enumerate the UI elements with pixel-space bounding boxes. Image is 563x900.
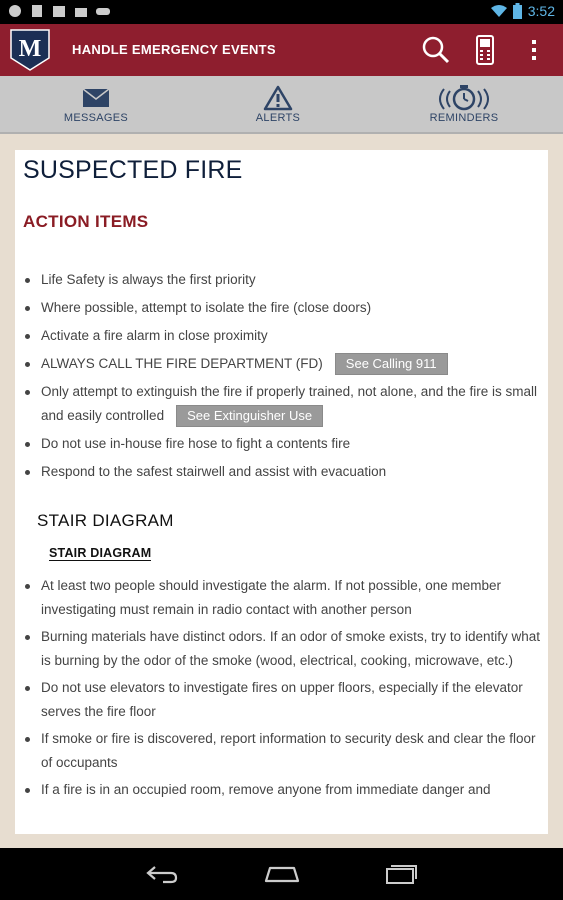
phone-button[interactable] (467, 32, 503, 68)
gamepad-notification-icon (96, 4, 110, 18)
list-item (23, 432, 541, 456)
list-item: If a fire is in an occupied room, remove anyone from immediate danger and (23, 778, 543, 802)
app-logo[interactable] (9, 28, 51, 72)
see-extinguisher-use-button[interactable]: See Extinguisher Use (176, 405, 323, 427)
wifi-icon (491, 4, 507, 18)
alarm-clock-icon (430, 85, 498, 111)
list-item (23, 460, 541, 484)
warning-icon (263, 85, 293, 111)
list-item: Burning materials have distinct odors. If an odor of smoke exists, try to identify what is burning by the odor of the smoke (wood, electrical, cooking, microwave, etc.) (23, 625, 543, 673)
back-button[interactable] (142, 858, 182, 890)
list-item-text: Do not use in-house fire hose to fight a contents fire (41, 436, 351, 451)
list-item (23, 268, 541, 292)
app-bar (0, 24, 563, 76)
recent-apps-icon (385, 863, 419, 885)
stair-diagram-link[interactable]: STAIR DIAGRAM (49, 546, 152, 560)
content-card (15, 150, 548, 834)
status-bar (0, 0, 563, 24)
app-title: HANDLE EMERGENCY EVENTS (72, 42, 276, 57)
list-item-text: ALWAYS CALL THE FIRE DEPARTMENT (FD) (41, 356, 323, 371)
battery-icon (513, 3, 522, 19)
notification-icons (8, 4, 110, 18)
list-item-text: Only attempt to extinguish the fire if properly trained, not alone, and the fire is small and easily controlled (41, 384, 538, 423)
system-nav-bar (0, 848, 563, 900)
document-notification-icon (30, 4, 44, 18)
calendar-notification-icon (52, 4, 66, 18)
logo-letter: M (18, 36, 42, 62)
list-item (23, 352, 541, 376)
list-item-text: Life Safety is always the first priority (41, 272, 256, 287)
phone-icon (475, 35, 495, 65)
see-calling-911-button[interactable]: See Calling 911 (335, 353, 448, 375)
list-item (23, 324, 541, 348)
tab-messages-label: MESSAGES (63, 112, 129, 124)
list-item: Do not use elevators to investigate fires on upper floors, especially if the elevator serves the fire floor (23, 676, 543, 724)
home-icon (264, 865, 300, 883)
back-arrow-icon (145, 864, 179, 884)
page-title: SUSPECTED FIRE (23, 156, 243, 184)
investigation-list (23, 574, 543, 805)
tab-alerts[interactable] (218, 76, 338, 132)
home-button[interactable] (262, 858, 302, 890)
envelope-icon (82, 88, 110, 108)
list-item: At least two people should investigate the alarm. If not possible, one member investigating must remain in radio contact with another person (23, 574, 543, 622)
tab-reminders[interactable] (404, 76, 524, 132)
list-item-text: Respond to the safest stairwell and assist with evacuation (41, 464, 387, 479)
list-item: If smoke or fire is discovered, report information to security desk and clear the floor of occupants (23, 727, 543, 775)
tab-bar (0, 76, 563, 134)
chat-notification-icon (8, 4, 22, 18)
action-items-heading: ACTION ITEMS (23, 212, 149, 231)
list-item (23, 380, 541, 428)
list-item (23, 296, 541, 320)
search-icon (421, 35, 451, 65)
tab-messages[interactable] (36, 76, 156, 132)
tab-alerts-label: ALERTS (255, 112, 301, 124)
overflow-menu-button[interactable] (516, 32, 552, 68)
more-vertical-icon (531, 39, 537, 61)
recent-apps-button[interactable] (382, 858, 422, 890)
bag-notification-icon (74, 4, 88, 18)
clock: 3:52 (527, 3, 555, 19)
search-button[interactable] (418, 32, 454, 68)
action-items-list (23, 268, 541, 488)
list-item-text: Where possible, attempt to isolate the fire (close doors) (41, 300, 372, 315)
stair-diagram-heading: STAIR DIAGRAM (37, 511, 174, 530)
tab-reminders-label: REMINDERS (429, 112, 499, 124)
list-item-text: Activate a fire alarm in close proximity (41, 328, 268, 343)
